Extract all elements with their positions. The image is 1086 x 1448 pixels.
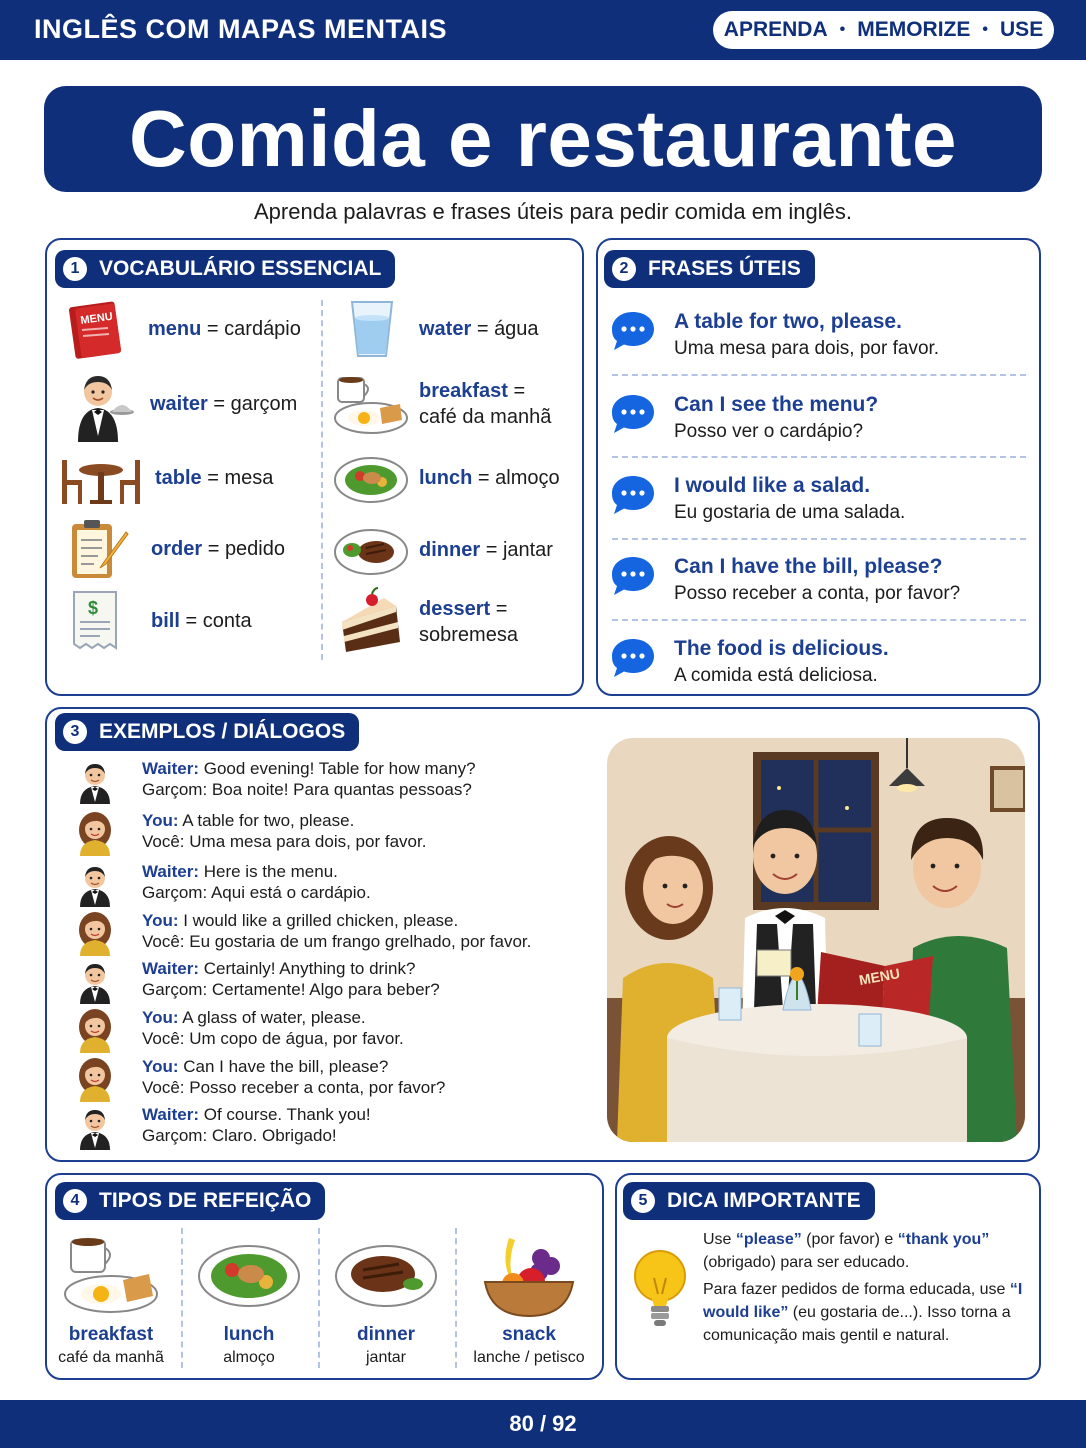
phrase-pt: A comida está deliciosa. — [674, 665, 878, 686]
vocab-pt: jantar — [502, 539, 553, 561]
menu-book-icon — [66, 298, 128, 360]
meal-item-dinner — [321, 1228, 451, 1367]
dialogue-en: Waiter: Of course. Thank you! — [142, 1105, 371, 1124]
dialogue-speaker: Waiter: — [142, 959, 199, 978]
chat-bubble-icon — [610, 393, 656, 435]
vocab-pt: café da manhã — [419, 406, 552, 428]
meal-pt: café da manhã — [58, 1349, 164, 1366]
dialogue-en: Waiter: Here is the menu. — [142, 862, 338, 881]
dialogue-en: You: Can I have the bill, please? — [142, 1057, 389, 1076]
vocab-item-waiter — [62, 366, 297, 442]
vocab-item-menu — [66, 298, 301, 360]
waiter-avatar-icon — [74, 861, 116, 907]
breakfast-plate-icon — [61, 1232, 161, 1316]
phrases-header — [604, 250, 815, 288]
vocab-text: order = pedido — [151, 538, 285, 560]
vocab-heading: VOCABULÁRIO ESSENCIAL — [99, 257, 382, 280]
dialogue-en: Waiter: Certainly! Anything to drink? — [142, 959, 416, 978]
woman-avatar-icon — [74, 810, 116, 856]
vocab-en: water — [419, 318, 472, 340]
vocab-header — [55, 250, 395, 288]
section-number: 5 — [631, 1189, 655, 1213]
vocab-text: lunch = almoço — [419, 467, 560, 489]
vocab-en: breakfast — [419, 380, 508, 402]
tags-pill — [713, 11, 1054, 49]
meal-en: lunch — [223, 1324, 275, 1345]
vocab-item-water — [350, 298, 539, 360]
phrases-heading: FRASES ÚTEIS — [648, 257, 801, 280]
vocab-item-order — [68, 518, 285, 580]
meal-item-lunch — [184, 1228, 314, 1367]
meal-pt: jantar — [365, 1349, 407, 1366]
phrase-pt: Uma mesa para dois, por favor. — [674, 338, 940, 359]
phrase-item — [610, 635, 1024, 689]
chat-bubble-icon — [610, 474, 656, 516]
dialogue-line — [74, 861, 371, 907]
meal-pt: almoço — [223, 1349, 275, 1366]
dialogue-en: Waiter: Good evening! Table for how many? — [142, 759, 476, 778]
phrase-divider — [612, 374, 1026, 376]
waiter-avatar-icon — [74, 1104, 116, 1150]
meal-divider — [455, 1228, 457, 1368]
breakfast-plate-icon — [332, 372, 410, 436]
phrase-en: Can I have the bill, please? — [674, 555, 943, 578]
bill-receipt-icon — [70, 590, 122, 652]
vocab-item-dessert — [334, 586, 518, 658]
dialogue-line — [74, 910, 531, 956]
vocab-text: menu = cardápio — [148, 318, 301, 340]
meal-item-breakfast — [46, 1228, 176, 1367]
vocab-item-table — [60, 450, 273, 506]
vocab-pt: mesa — [224, 467, 274, 489]
vocab-en: lunch — [419, 467, 473, 489]
tag-separator: • — [839, 21, 846, 38]
section-number: 3 — [63, 720, 87, 744]
waiter-avatar-icon — [74, 958, 116, 1004]
meal-pt: lanche / petisco — [473, 1349, 585, 1366]
tip-keyword: “thank you” — [897, 1231, 990, 1248]
title-banner — [44, 86, 1042, 192]
phrase-pt: Posso ver o cardápio? — [674, 421, 864, 442]
vocab-pt: pedido — [224, 538, 285, 560]
phrase-en: A table for two, please. — [674, 310, 902, 333]
dialogue-speaker: You: — [142, 911, 179, 930]
vocab-item-lunch — [332, 450, 560, 506]
dialogue-speaker: You: — [142, 1008, 179, 1027]
phrase-item — [610, 308, 1024, 362]
vocab-divider — [321, 300, 323, 660]
vocab-pt: cardápio — [224, 318, 301, 340]
dialogue-speaker: You: — [142, 811, 179, 830]
tip-paragraph-2: Para fazer pedidos de forma educada, use “I would like” (eu gostaria de...). Isso torna a comunicação mais gentil e natural. — [703, 1281, 1023, 1344]
dialogue-pt: Garçom: Claro. Obrigado! — [142, 1126, 337, 1145]
footer-bar — [0, 1400, 1086, 1448]
fruit-bowl-icon — [479, 1228, 579, 1320]
vocab-pt: almoço — [495, 467, 560, 489]
tip-paragraph-1: Use “please” (por favor) e “thank you” (obrigado) para ser educado. — [703, 1231, 990, 1271]
restaurant-scene-illustration — [607, 738, 1025, 1142]
chat-bubble-icon — [610, 310, 656, 352]
section-number: 2 — [612, 257, 636, 281]
dialogue-pt: Garçom: Certamente! Algo para beber? — [142, 980, 440, 999]
cake-icon — [334, 586, 408, 658]
dialogue-line — [74, 958, 440, 1004]
phrase-divider — [612, 456, 1026, 458]
dialogue-en: You: A glass of water, please. — [142, 1008, 366, 1027]
section-number: 1 — [63, 257, 87, 281]
tag-use: USE — [1000, 18, 1044, 41]
vocab-pt: sobremesa — [419, 624, 518, 646]
meal-en: dinner — [356, 1324, 416, 1345]
dialogue-heading: EXEMPLOS / DIÁLOGOS — [99, 720, 346, 743]
vocab-text: breakfast = café da manhã — [419, 380, 552, 428]
vocab-text: bill = conta — [151, 610, 252, 632]
svg-text:MENU: MENU — [79, 310, 114, 327]
meal-divider — [318, 1228, 320, 1368]
vocab-en: bill — [151, 610, 180, 632]
meal-item-snack — [464, 1228, 594, 1367]
dialogue-en: You: A table for two, please. — [142, 811, 355, 830]
order-clipboard-icon — [68, 518, 132, 580]
phrase-divider — [612, 619, 1026, 621]
page-title: Comida e restaurante — [128, 94, 958, 183]
waiter-icon — [62, 366, 134, 442]
tag-learn: APRENDA — [723, 18, 828, 41]
woman-avatar-icon — [74, 910, 116, 956]
tag-memorize: MEMORIZE — [857, 18, 971, 41]
section-number: 4 — [63, 1189, 87, 1213]
vocab-text: table = mesa — [155, 467, 274, 489]
vocab-en: menu — [148, 318, 202, 340]
lightbulb-icon — [632, 1248, 688, 1330]
top-bar — [0, 0, 1086, 60]
vocab-en: dessert — [419, 598, 491, 620]
dialogue-speaker: Waiter: — [142, 759, 199, 778]
phrase-pt: Posso receber a conta, por favor? — [674, 583, 961, 604]
table-chairs-icon — [60, 450, 142, 506]
phrase-item — [610, 553, 1024, 607]
vocab-pt: garçom — [230, 393, 298, 415]
scene-menu-label: MENU — [857, 965, 902, 989]
phrase-en: Can I see the menu? — [674, 393, 879, 416]
dialogue-pt: Você: Posso receber a conta, por favor? — [142, 1078, 446, 1097]
chat-bubble-icon — [610, 637, 656, 679]
vocab-text: dinner = jantar — [419, 539, 553, 561]
dialogue-line — [74, 1056, 445, 1102]
vocab-item-breakfast — [332, 372, 551, 436]
woman-avatar-icon — [74, 1007, 116, 1053]
vocab-en: waiter — [150, 393, 208, 415]
dialogue-speaker: Waiter: — [142, 1105, 199, 1124]
phrase-pt: Eu gostaria de uma salada. — [674, 502, 906, 523]
phrase-item — [610, 472, 1024, 526]
water-glass-icon — [350, 298, 394, 360]
tip-heading: DICA IMPORTANTE — [667, 1189, 861, 1212]
dialogue-line — [74, 1007, 404, 1053]
phrase-item — [610, 391, 1024, 445]
chat-bubble-icon — [610, 555, 656, 597]
svg-text:$: $ — [88, 598, 99, 618]
phrase-en: I would like a salad. — [674, 474, 871, 497]
vocab-en: table — [155, 467, 202, 489]
dialogue-pt: Você: Uma mesa para dois, por favor. — [142, 832, 427, 851]
dialogue-line — [74, 1104, 371, 1150]
dialogue-pt: Você: Um copo de água, por favor. — [142, 1029, 404, 1048]
vocab-text: dessert = sobremesa — [419, 598, 518, 646]
woman-avatar-icon — [74, 1056, 116, 1102]
meal-en: breakfast — [68, 1324, 154, 1345]
phrases-panel — [596, 238, 1041, 696]
vocab-text: waiter = garçom — [150, 393, 298, 415]
meal-en: snack — [502, 1324, 556, 1345]
dialogue-line — [74, 758, 476, 804]
lunch-plate-icon — [196, 1234, 302, 1314]
tip-keyword: “I would like” — [703, 1281, 1023, 1321]
dialogue-line — [74, 810, 426, 856]
meals-header — [55, 1182, 325, 1220]
vocab-en: dinner — [419, 539, 481, 561]
meals-heading: TIPOS DE REFEIÇÃO — [99, 1189, 312, 1212]
vocab-item-bill — [70, 590, 252, 652]
dialogue-speaker: You: — [142, 1057, 179, 1076]
dialogue-en: You: I would like a grilled chicken, please. — [142, 911, 459, 930]
phrase-divider — [612, 538, 1026, 540]
dialogue-speaker: Waiter: — [142, 862, 199, 881]
tip-header — [623, 1182, 875, 1220]
tag-separator: • — [982, 21, 989, 38]
dinner-plate-icon — [333, 1234, 439, 1314]
vocab-text: water = água — [419, 318, 539, 340]
series-title: INGLÊS COM MAPAS MENTAIS — [34, 14, 448, 44]
phrase-en: The food is delicious. — [674, 637, 889, 660]
vocab-pt: conta — [202, 610, 252, 632]
page-subtitle: Aprenda palavras e frases úteis para pedir comida em inglês. — [254, 199, 852, 224]
dinner-plate-icon — [332, 522, 410, 578]
tip-keyword: “please” — [735, 1231, 802, 1248]
page-number: 80 / 92 — [509, 1411, 577, 1436]
waiter-avatar-icon — [74, 758, 116, 804]
meal-divider — [181, 1228, 183, 1368]
vocab-en: order — [151, 538, 203, 560]
vocab-item-dinner — [332, 522, 553, 578]
lunch-plate-icon — [332, 450, 410, 506]
dialogue-pt: Garçom: Boa noite! Para quantas pessoas? — [142, 780, 472, 799]
dialogue-pt: Você: Eu gostaria de um frango grelhado, por favor. — [142, 932, 532, 951]
dialogue-pt: Garçom: Aqui está o cardápio. — [142, 883, 371, 902]
vocab-pt: água — [494, 318, 539, 340]
dialogue-header — [55, 713, 359, 751]
